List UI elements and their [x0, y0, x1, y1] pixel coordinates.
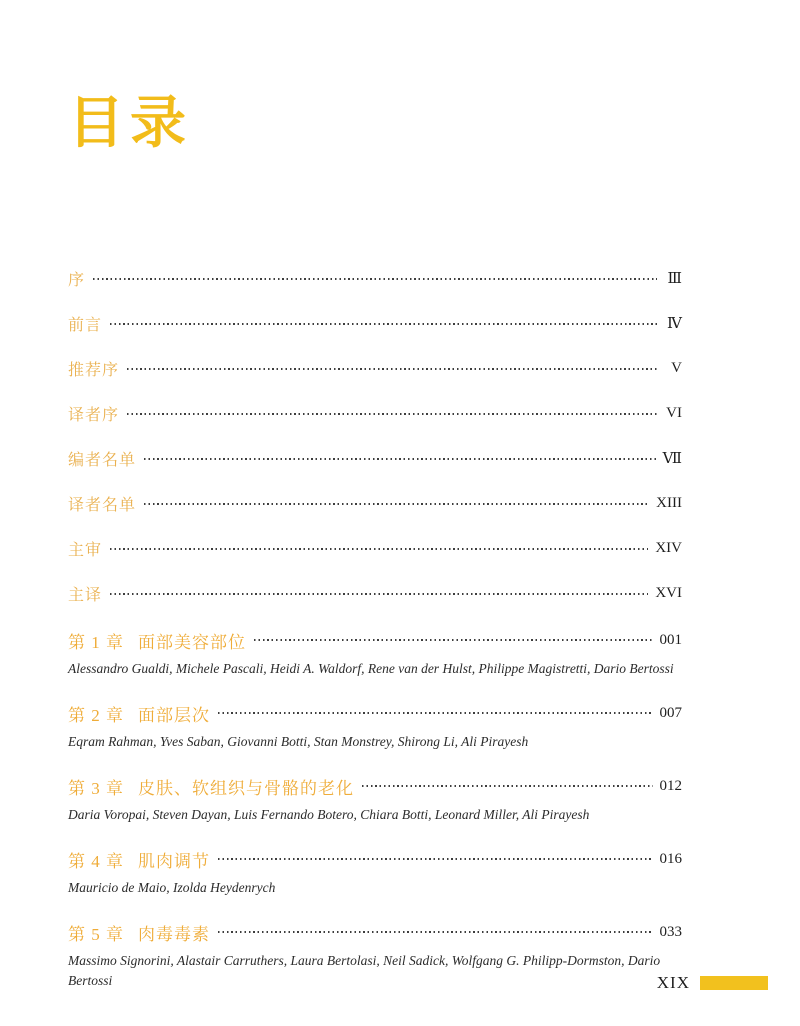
- page-footer: [657, 972, 768, 994]
- chapter-title: 肌肉调节: [138, 851, 210, 871]
- page-title: 目录: [68, 91, 192, 154]
- chapter-title-line: [68, 920, 682, 944]
- toc-entry-preface: [68, 256, 682, 301]
- dotted-leader: [362, 785, 653, 787]
- toc-entry-page-number: Ⅶ: [662, 451, 682, 467]
- dotted-leader: [110, 548, 648, 550]
- chapter-entry-3: [68, 774, 682, 825]
- chapter-authors: Daria Voropai, Steven Dayan, Luis Fernando Botero, Chiara Botti, Leonard Miller, Ali Pirayesh: [68, 807, 590, 822]
- footer-accent-bar: [700, 976, 768, 990]
- chapter-list: [68, 628, 682, 991]
- toc-entry-page-number: XVI: [655, 585, 682, 601]
- chapter-title-line: [68, 628, 682, 652]
- chapter-title: 面部层次: [138, 705, 210, 725]
- chapter-title-line: [68, 847, 682, 871]
- chapter-authors: Mauricio de Maio, Izolda Heydenrych: [68, 880, 276, 895]
- chapter-entry-4: [68, 847, 682, 898]
- chapter-title: 皮肤、软组织与骨骼的老化: [138, 778, 354, 798]
- chapter-authors: Eqram Rahman, Yves Saban, Giovanni Botti, Stan Monstrey, Shirong Li, Ali Pirayesh: [68, 734, 529, 749]
- toc-entry-label: 主译: [68, 587, 103, 604]
- dotted-leader: [93, 278, 657, 280]
- toc-entry-editor-list: [68, 436, 682, 481]
- dotted-leader: [110, 323, 657, 325]
- chapter-entry-2: [68, 701, 682, 752]
- chapter-page-number: 001: [659, 631, 682, 648]
- chapter-entry-5: [68, 920, 682, 991]
- dotted-leader: [218, 858, 653, 860]
- dotted-leader: [127, 413, 657, 415]
- chapter-title: 面部美容部位: [138, 632, 246, 652]
- toc-entry-translator-list: [68, 481, 682, 526]
- toc-entry-chief-reviewer: [68, 526, 682, 571]
- dotted-leader: [218, 712, 653, 714]
- toc-content: [68, 0, 682, 991]
- toc-entry-label: 序: [68, 272, 86, 289]
- toc-entry-page-number: V: [671, 360, 682, 376]
- chapter-title: 肉毒毒素: [138, 924, 210, 944]
- chapter-number: 第 2 章: [68, 705, 124, 725]
- chapter-authors: Massimo Signorini, Alastair Carruthers, Laura Bertolasi, Neil Sadick, Wolfgang G. Philipp-Dormston, Dario Bertossi: [68, 953, 661, 988]
- footer-page-number: XIX: [656, 973, 690, 992]
- dotted-leader: [127, 368, 657, 370]
- dotted-leader: [144, 458, 656, 460]
- chapter-page-number: 033: [659, 923, 682, 940]
- toc-entry-chief-translator: [68, 571, 682, 616]
- dotted-leader: [254, 639, 653, 641]
- toc-entry-label: 译者序: [68, 407, 120, 424]
- dotted-leader: [218, 931, 653, 933]
- dotted-leader: [144, 503, 649, 505]
- chapter-authors: Alessandro Gualdi, Michele Pascali, Heidi A. Waldorf, Rene van der Hulst, Philippe Magistretti, Dario Bertossi: [68, 661, 674, 676]
- toc-entry-page-number: XIV: [655, 540, 682, 556]
- toc-entry-label: 前言: [68, 317, 103, 334]
- chapter-page-number: 016: [659, 850, 682, 867]
- toc-entry-translator-preface: [68, 391, 682, 436]
- toc-entry-foreword: [68, 301, 682, 346]
- toc-entry-page-number: VI: [666, 405, 682, 421]
- toc-entry-label: 编者名单: [68, 452, 137, 469]
- chapter-number: 第 1 章: [68, 632, 124, 652]
- chapter-title-line: [68, 701, 682, 725]
- toc-entry-label: 推荐序: [68, 362, 120, 379]
- toc-entry-page-number: Ⅲ: [667, 271, 682, 287]
- chapter-title-line: [68, 774, 682, 798]
- chapter-number: 第 3 章: [68, 778, 124, 798]
- chapter-number: 第 5 章: [68, 924, 124, 944]
- toc-entry-page-number: Ⅳ: [667, 316, 682, 332]
- chapter-page-number: 007: [659, 704, 682, 721]
- toc-entry-label: 主审: [68, 542, 103, 559]
- chapter-number: 第 4 章: [68, 851, 124, 871]
- chapter-entry-1: [68, 628, 682, 679]
- chapter-page-number: 012: [659, 777, 682, 794]
- dotted-leader: [110, 593, 648, 595]
- toc-entry-recommendation-preface: [68, 346, 682, 391]
- toc-entry-label: 译者名单: [68, 497, 137, 514]
- front-matter-list: [68, 256, 682, 616]
- toc-entry-page-number: XIII: [656, 495, 682, 511]
